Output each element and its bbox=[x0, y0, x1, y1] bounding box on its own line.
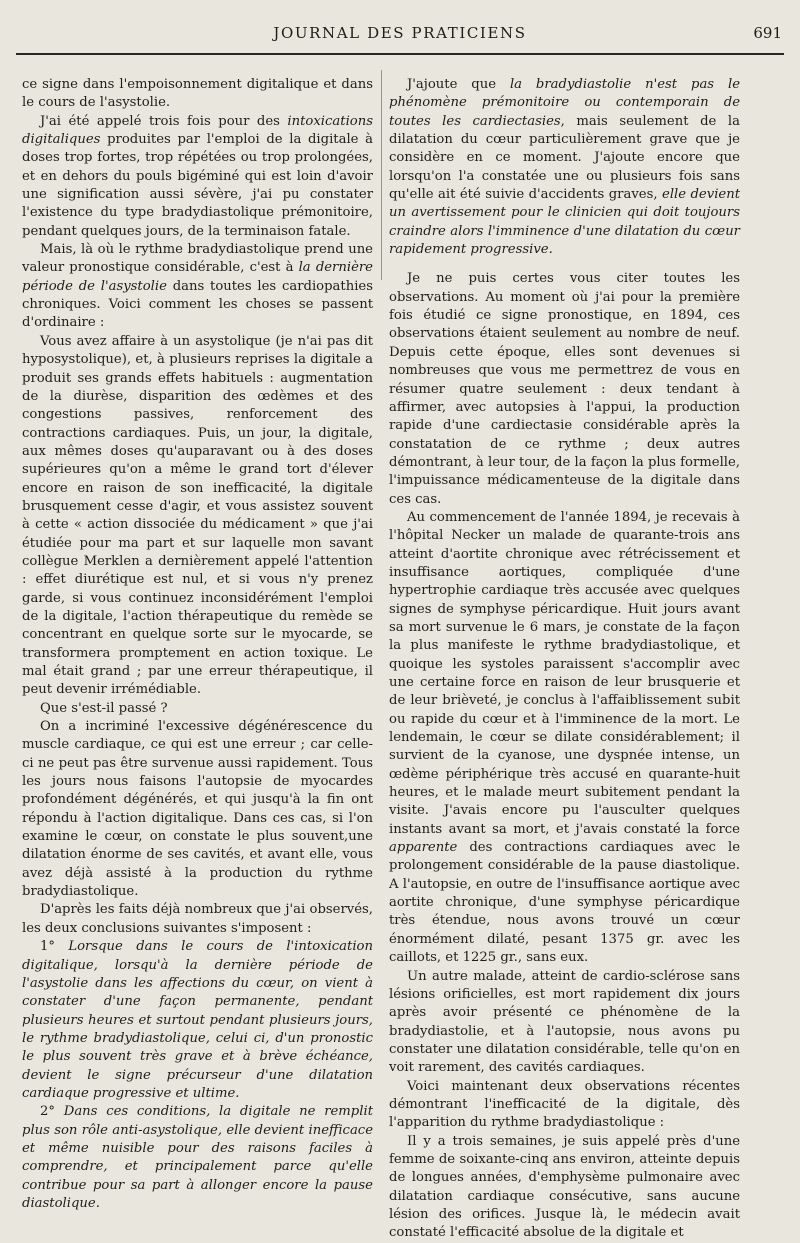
paragraph: Vous avez affaire à un asystolique (je n'ai pas dit hyposystolique), et, à plusieurs reprises la digitale a produit ses grands effets habituels : augmentation de la diurèse, disparition des œdèmes et des congestions passives, renforcement des contractions cardiaques. Puis, un jour, la digitale, aux mêmes doses qu'auparavant ou à des doses supérieures qu'on a même le grand tort d'élever encore en raison de son inefficacité, la digitale brusquement cesse d'agir, et vous assistez souvent à cette « action dissociée du médicament » que j'ai étudiée pour ma part et sur laquelle mon savant collègue Merklen a dernièrement appelé l'attention : effet diurétique est nul, et si vous n'y prenez garde, si vous continuez inconsidérément l'emploi de la digitale, l'action thérapeutique du remède se concentrant en quelque sorte sur le myocarde, se transformera promptement en action toxique. Le mal était grand ; par une erreur thérapeutique, il peut devenir irrémédiable. bbox=[22, 333, 373, 698]
paragraph: Mais, là où le rythme bradydiastolique prend une valeur pronostique considérable, c'est à la dernière période de l'asystolie dans toutes les cardiopathies chroniques. Voici comment les choses se passent d'ordinaire : bbox=[22, 242, 373, 331]
paragraph: 2° Dans ces conditions, la digitale ne remplit plus son rôle anti-asystolique, elle devient inefficace et même nuisible pour des raisons faciles à comprendre, et principalement parce qu'elle contribue pour sa part à allonger encore la pause diastolique. bbox=[22, 1104, 373, 1211]
paragraph: D'après les faits déjà nombreux que j'ai observés, les deux conclusions suivantes s'imposent : bbox=[22, 902, 373, 936]
column-divider bbox=[381, 70, 382, 280]
paragraph: Au commencement de l'année 1894, je recevais à l'hôpital Necker un malade de quarante-trois ans atteint d'aortite chronique avec rétrécissement et insuffisance aortiques, compliquée d'une hypertrophie cardiaque très accusée avec quelques signes de symphyse péricardique. Huit jours avant sa mort survenue le 6 mars, je constate de la façon la plus manifeste le rythme bradydiastolique, et quoique les systoles paraissent s'accomplir avec une certaine force en raison de leur brusquerie et de leur brièveté, je conclus à l'affaiblissement subit ou rapide du cœur et à l'imminence de la mort. Le lendemain, le cœur se dilate considérablement; il survient de la cyanose, une dyspnée intense, un œdème périphérique très accusé en quarante-huit heures, et le malade meurt subitement pendant la visite. J'avais encore pu l'ausculter quelques instants avant sa mort, et j'avais constaté la force apparente des contractions cardiaques avec le prolongement considérable de la pause diastolique. A l'autopsie, en outre de l'insuffisance aortique avec aortite chronique, d'une symphyse péricardique très étendue, nous avons trouvé un cœur énormément dilaté, pesant 1375 gr. avec les caillots, et 1225 gr., sans eux. bbox=[389, 509, 740, 966]
paragraph: J'ajoute que la bradydiastolie n'est pas le phénomène prémonitoire ou contemporain de toutes les cardiectasies, mais seulement de la dilatation du cœur particulièrement grave que je considère en ce moment. J'ajoute encore que lorsqu'on l'a constatée une ou plusieurs fois sans qu'elle ait été suivie d'accidents graves, elle devient un avertissement pour le clinicien qui doit toujours craindre alors l'imminence d'une dilatation du cœur rapidement progressive. bbox=[389, 77, 741, 258]
paragraph: ce signe dans l'empoisonnement digitalique et dans le cours de l'asystolie. bbox=[22, 77, 373, 111]
paragraph: J'ai été appelé trois fois pour des intoxications digitaliques produites par l'emploi de la digitale à doses trop fortes, trop répétées ou trop prolongées, et en dehors du pouls bigéminé qui est loin d'avoir une signification aussi sévère, j'ai pu constater l'existence du type bradydiastolique prémonitoire, pendant quelques jours, de la terminaison fatale. bbox=[22, 113, 373, 239]
paragraph: 1° Lorsque dans le cours de l'intoxication digitalique, lorsqu'à la dernière période de l'asystolie dans les affections du cœur, on vient à constater d'une façon permanente, pendant plusieurs heures et surtout pendant plusieurs jours, le rythme bradydiastolique, celui ci, d'un pronostic le plus souvent très grave et à brève échéance, devient le signe précurseur d'une dilatation cardiaque progressive et ultime. bbox=[22, 939, 373, 1101]
paragraph: Je ne puis certes vous citer toutes les observations. Au moment où j'ai pour la première fois étudié ce signe pronostique, en 1894, ces observations étaient seulement au nombre de neuf. Depuis cette époque, elles sont devenues si nombreuses que vous me permettrez de vous en résumer quatre seulement : deux tendant à affirmer, avec autopsies à l'appui, la production rapide d'une cardiectasie considérable après la constatation de ce rythme ; deux autres démontrant, à leur tour, de la façon la plus formelle, l'impuissance médicamenteuse de la digitale dans ces cas. bbox=[389, 271, 740, 507]
paragraph: Voici maintenant deux observations récentes démontrant l'inefficacité de la digitale, dès l'apparition du rythme bradydiastolique : bbox=[389, 1078, 740, 1131]
paragraph: Il y a trois semaines, je suis appelé près d'une femme de soixante-cinq ans environ, atteinte depuis de longues années, d'emphysème pulmonaire avec dilatation cardiaque consécutive, sans aucune lésion des orifices. Jusque là, le médecin avait constaté l'efficacité absolue de la digitale et bbox=[389, 1133, 740, 1241]
paragraph: Un autre malade, atteint de cardio-sclérose sans lésions orificielles, est mort rapidement dix jours après avoir présenté ce phénomène de la bradydiastolie, et à l'autopsie, nous avons pu constater une dilatation considérable, telle qu'on en voit rarement, des cavités cardiaques. bbox=[389, 968, 740, 1076]
running-title: JOURNAL DES PRATICIENS bbox=[273, 24, 527, 42]
left-column bbox=[22, 76, 373, 1213]
page-number: 691 bbox=[753, 24, 782, 42]
paragraph: Que s'est-il passé ? bbox=[40, 700, 168, 716]
page-header bbox=[0, 18, 800, 54]
header-rule bbox=[16, 53, 784, 55]
right-column bbox=[389, 76, 740, 1243]
paragraph: On a incriminé l'excessive dégénérescence du muscle cardiaque, ce qui est une erreur ; car celle-ci ne peut pas être survenue aussi rapidement. Tous les jours nous faisons l'autopsie de myocardes profondément dégénérés, et qui jusqu'à la fin ont répondu à l'action digitalique. Dans ces cas, si l'on examine le cœur, on constate le plus souvent,une dilatation énorme de ses cavités, et avant elle, vous avez déjà assisté à la production du rythme bradydiastolique. bbox=[22, 719, 373, 900]
